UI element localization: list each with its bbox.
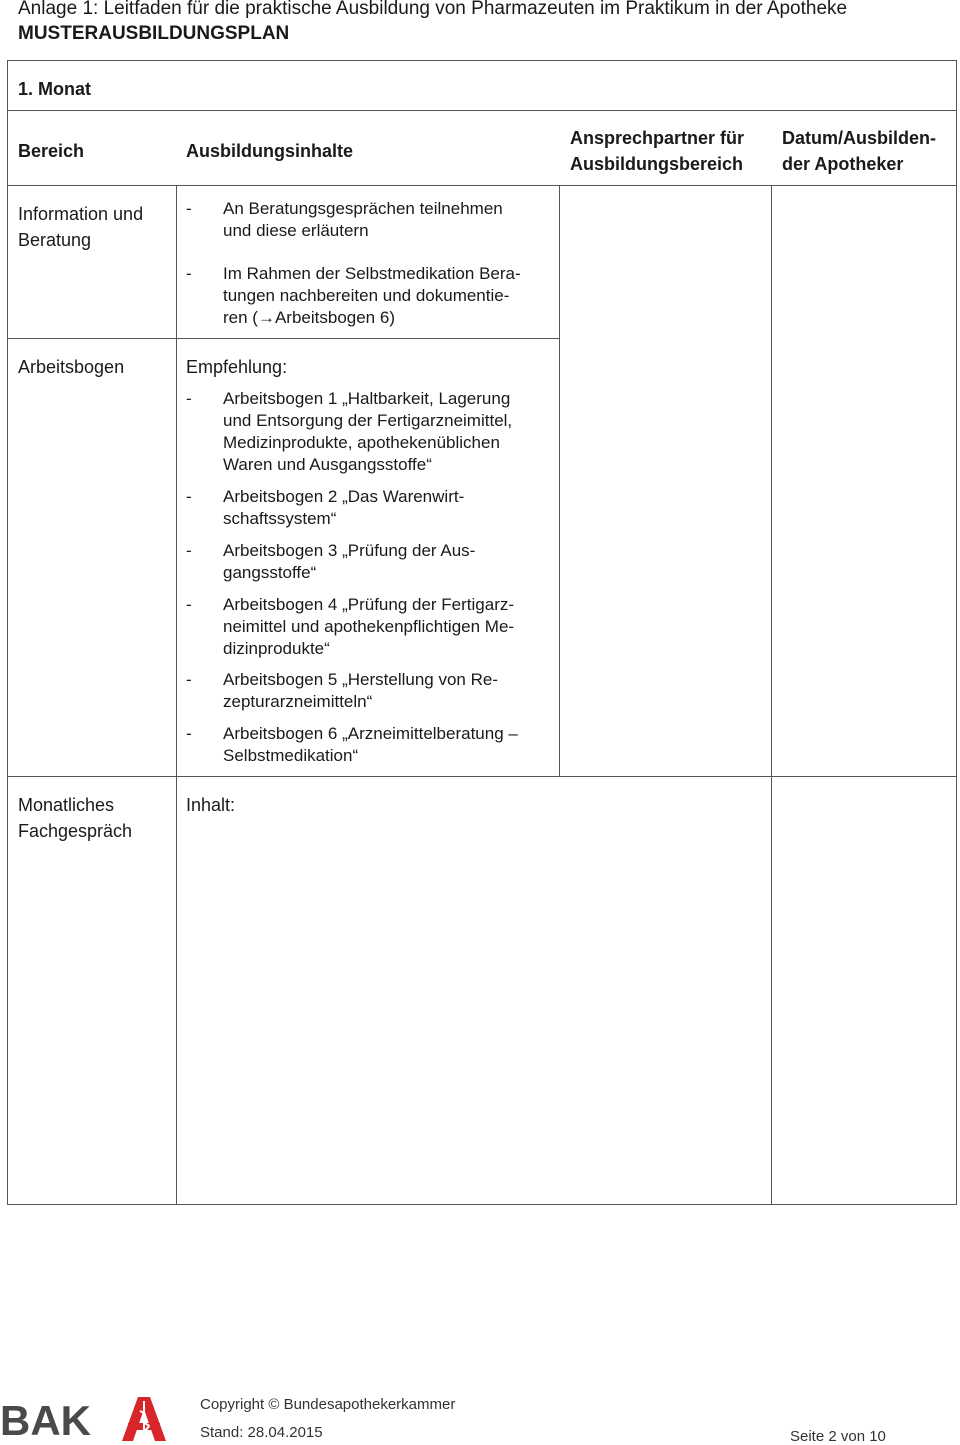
document-title: Anlage 1: Leitfaden für die praktische Ausbildung von Pharmazeuten im Praktikum in der Apotheke [18,0,848,19]
row-divider [7,338,559,339]
pharmacy-a-icon [122,1397,166,1441]
column-header-ansprechpartner-2: Ausbildungsbereich [570,154,744,174]
bereich-label: Monatliches [18,795,115,815]
recommendation-label: Empfehlung: [186,357,288,377]
bereich-label: Fachgespräch [18,821,133,841]
plan-title: MUSTERAUSBILDUNGSPLAN [18,23,290,44]
bullet-dash: - [186,487,192,506]
copyright-text: Copyright © Bundesapothekerkammer [200,1396,456,1413]
list-item-text: Arbeitsbogen 3 „Prüfung der Aus- gangsstoffe“ [223,541,476,582]
list-item-text: Arbeitsbogen 4 „Prüfung der Fertigarz- neimittel und apothekenpflichtigen Me- dizinprodukte“ [223,595,515,658]
column-header-inhalte: Ausbildungsinhalte [186,141,354,161]
bullet-dash: - [186,199,192,218]
column-header-bereich: Bereich [18,141,85,161]
list-item-text: Arbeitsbogen 6 „Arzneimittelberatung – Selbstmedikation“ [223,724,518,765]
row-divider [7,185,957,186]
month-label: 1. Monat [18,79,92,99]
list-item-text: Arbeitsbogen 2 „Das Warenwirt- schaftssystem“ [223,487,465,528]
column-divider [176,185,177,1205]
bullet-dash: - [186,541,192,560]
bak-logo [0,1393,170,1443]
column-divider [771,185,772,1205]
row-divider [7,110,957,111]
bullet-dash: - [186,264,192,283]
bereich-label: Arbeitsbogen [18,357,125,377]
content-label: Inhalt: [186,795,236,815]
date-stamp: Stand: 28.04.2015 [200,1424,323,1441]
logo-text: BAK [0,1397,91,1443]
bereich-label: Information und [18,204,144,224]
bereich-label: Beratung [18,230,92,250]
bullet-dash: - [186,595,192,614]
column-header-ansprechpartner-1: Ansprechpartner für [570,128,745,148]
row-divider [7,776,957,777]
bullet-dash: - [186,724,192,743]
list-item-text: Arbeitsbogen 5 „Herstellung von Re- zepturarzneimitteln“ [223,670,498,711]
column-header-datum-2: der Apotheker [782,154,904,174]
bullet-dash: - [186,389,192,408]
page-number: Seite 2 von 10 [790,1428,886,1445]
list-item-text: Im Rahmen der Selbstmedikation Bera- tungen nachbereiten und dokumentie- ren (→Arbeitsbogen 6) [223,264,521,327]
list-item-text: An Beratungsgesprächen teilnehmen und diese erläutern [223,199,503,240]
list-item-text: Arbeitsbogen 1 „Haltbarkeit, Lagerung und Entsorgung der Fertigarzneimittel, Medizinprodukte, apothekenüblichen Waren und Ausgangsstoffe“ [223,389,513,474]
column-header-datum-1: Datum/Ausbilden- [782,128,937,148]
bullet-dash: - [186,670,192,689]
